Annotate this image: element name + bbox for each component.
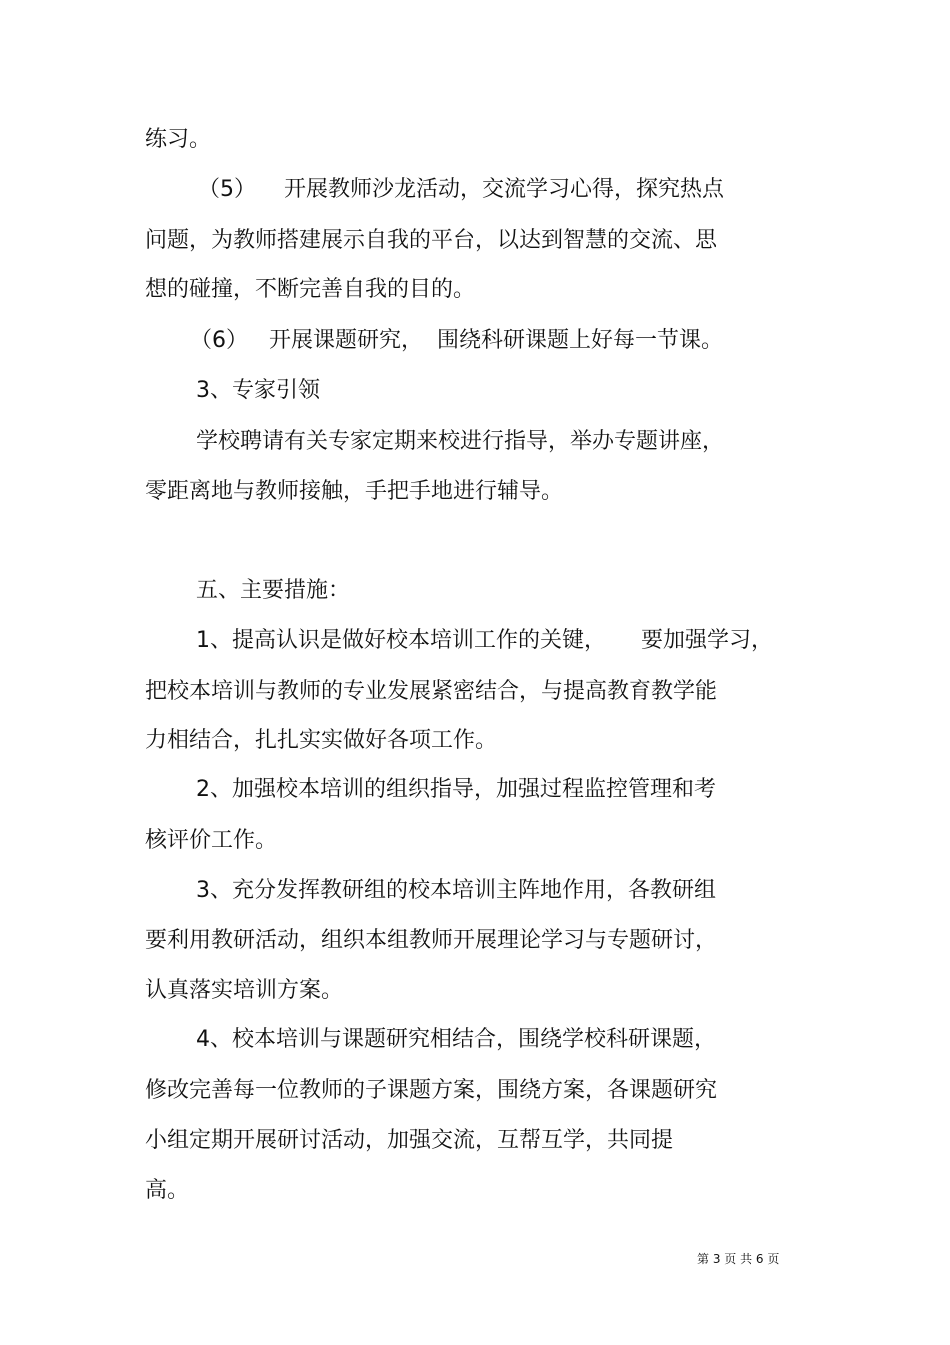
text-line: 练习。: [145, 127, 212, 152]
text-line: 高。: [145, 1178, 190, 1203]
text-line: 认真落实培训方案。: [145, 978, 344, 1003]
text-line: 核评价工作。: [145, 828, 278, 853]
text-line: 小组定期开展研讨活动，加强交流，互帮互学，共同提: [145, 1128, 674, 1153]
text-line: 学校聘请有关专家定期来校进行指导，举办专题讲座，: [196, 429, 725, 454]
text-line: 要利用教研活动，组织本组教师开展理论学习与专题研讨，: [145, 928, 718, 953]
section-heading: 五、主要措施：: [196, 578, 351, 603]
text-line: 零距离地与教师接触，手把手地进行辅导。: [145, 479, 564, 504]
section-heading: 3、专家引领: [196, 378, 320, 403]
text-line: 4、校本培训与课题研究相结合，围绕学校科研课题，: [196, 1027, 716, 1052]
text-line: 问题，为教师搭建展示自我的平台，以达到智慧的交流、思: [145, 228, 718, 253]
text-line: 1、提高认识是做好校本培训工作的关键， 要加强学习，: [196, 628, 773, 653]
text-line: 力相结合，扎扎实实做好各项工作。: [145, 728, 498, 753]
text-line: 2、加强校本培训的组织指导，加强过程监控管理和考: [196, 777, 716, 802]
text-line: （6） 开展课题研究， 围绕科研课题上好每一节课。: [190, 328, 723, 353]
text-line: （5） 开展教师沙龙活动，交流学习心得，探究热点: [198, 177, 724, 202]
text-line: 把校本培训与教师的专业发展紧密结合，与提高教育教学能: [145, 679, 718, 704]
text-line: 3、充分发挥教研组的校本培训主阵地作用，各教研组: [196, 878, 716, 903]
text-line: 想的碰撞，不断完善自我的目的。: [145, 277, 476, 302]
text-line: 修改完善每一位教师的子课题方案，围绕方案，各课题研究: [145, 1078, 718, 1103]
page-number: 第 3 页 共 6 页: [697, 1252, 780, 1266]
